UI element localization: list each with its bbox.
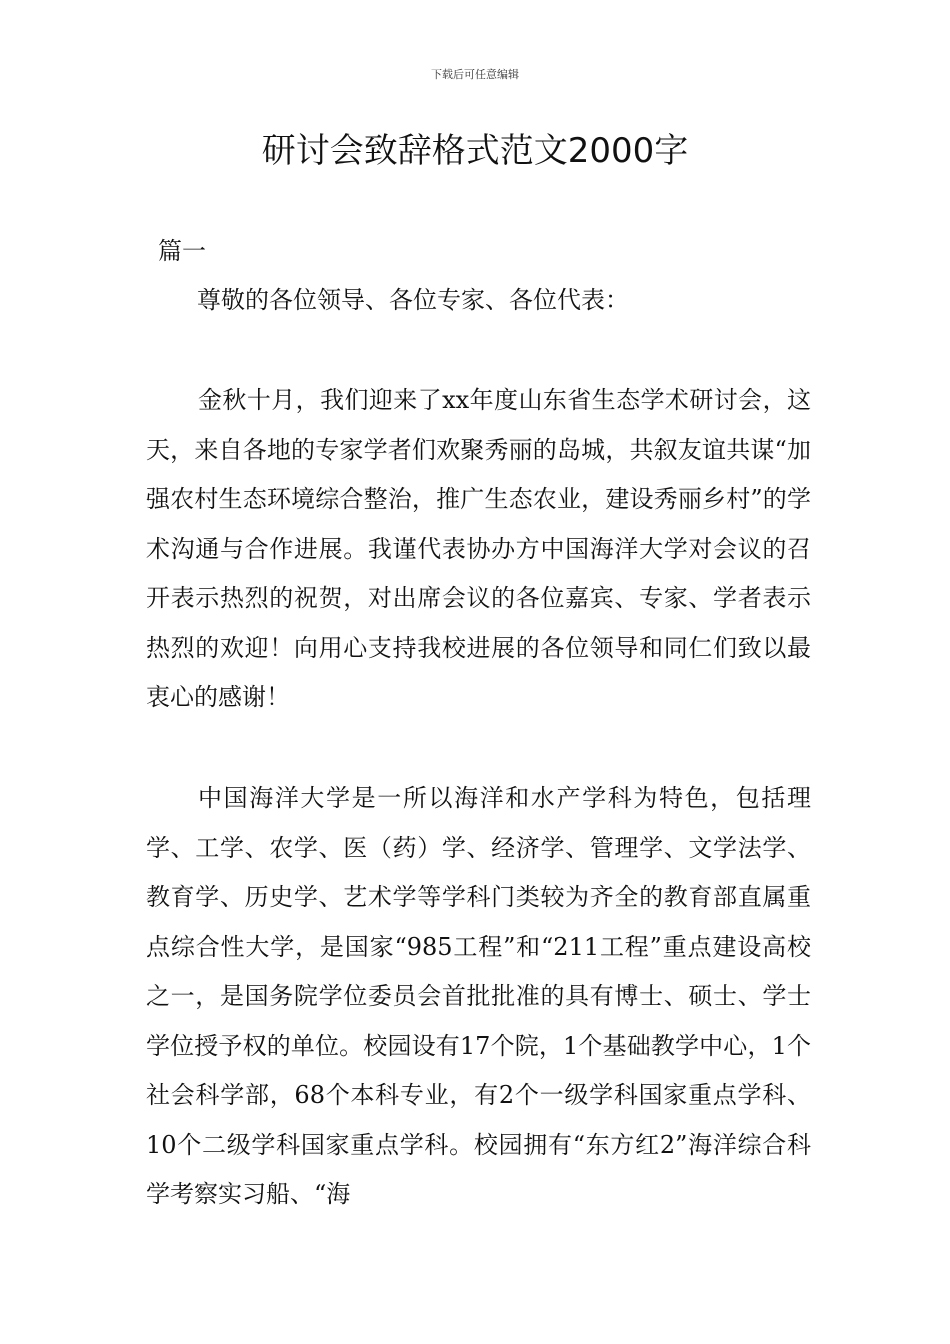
section-label: 篇一 bbox=[158, 237, 206, 265]
body-paragraph-1: 金秋十月，我们迎来了xx年度山东省生态学术研讨会，这天，来自各地的专家学者们欢聚秀丽的岛城，共叙友谊共谋“加强农村生态环境综合整治，推广生态农业，建设秀丽乡村”的学术沟通与合作进展。我谨代表协办方中国海洋大学对会议的召开表示热烈的祝贺，对出席会议的各位嘉宾、专家、学者表示热烈的欢迎！向用心支持我校进展的各位领导和同仁们致以最衷心的感谢！ bbox=[146, 386, 811, 711]
header-note: 下载后可任意编辑 bbox=[431, 68, 519, 81]
salutation: 尊敬的各位领导、各位专家、各位代表： bbox=[197, 286, 629, 314]
body-paragraph-2: 中国海洋大学是一所以海洋和水产学科为特色，包括理学、工学、农学、医（药）学、经济学、管理学、文学法学、教育学、历史学、艺术学等学科门类较为齐全的教育部直属重点综合性大学，是国家“985工程”和“211工程”重点建设高校之一，是国务院学位委员会首批批准的具有博士、硕士、学士学位授予权的单位。校园设有17个院，1个基础教学中心，1个社会科学部，68个本科专业，有2个一级学科国家重点学科、10个二级学科国家重点学科。校园拥有“东方红2”海洋综合科学考察实习船、“海 bbox=[146, 784, 811, 1208]
page-title: 研讨会致辞格式范文2000字 bbox=[261, 131, 689, 171]
